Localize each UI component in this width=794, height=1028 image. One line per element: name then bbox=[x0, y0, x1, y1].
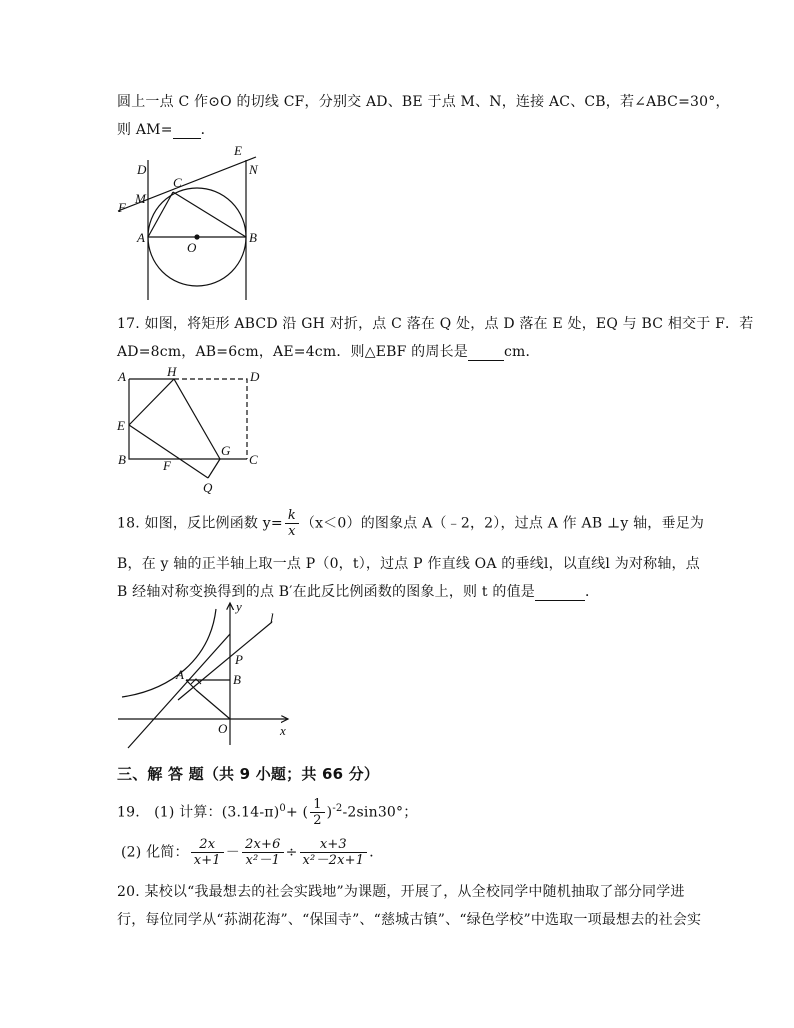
q19-part1-close: ) bbox=[326, 804, 333, 821]
label-C: C bbox=[173, 175, 182, 190]
fraction-2-numerator: 2x+6 bbox=[242, 837, 284, 853]
half-numerator: 1 bbox=[310, 797, 324, 813]
q17-suffix: cm． bbox=[503, 344, 540, 360]
q20-text-line1: 20. 某校以“我最想去的社会实践地”为课题，开展了，从全校同学中随机抽取了部分同学进 bbox=[117, 884, 685, 900]
q19-part1-suffix: -2sin30°； bbox=[342, 804, 418, 821]
q19-part1-mid: + ( bbox=[285, 804, 309, 821]
rect-dashed-edges bbox=[174, 379, 247, 459]
segment-foot-O bbox=[196, 690, 230, 719]
line-l bbox=[178, 622, 272, 700]
label-G: G bbox=[221, 443, 231, 458]
label-F: F bbox=[118, 200, 126, 215]
fraction-1-numerator: 2x bbox=[191, 837, 224, 853]
fraction-2 bbox=[242, 837, 284, 868]
fraction-numerator: k bbox=[285, 508, 299, 524]
label-C: C bbox=[249, 452, 258, 467]
fraction-3-denominator: x²－2x+1 bbox=[302, 853, 365, 868]
center-point-O bbox=[194, 234, 199, 239]
fraction-3 bbox=[300, 837, 368, 868]
label-x: x bbox=[280, 723, 286, 738]
q18-text-line1 bbox=[117, 508, 704, 539]
label-E: E bbox=[117, 418, 125, 433]
q17-rectangle-figure bbox=[110, 362, 270, 497]
fold-GH bbox=[174, 379, 220, 459]
q16-prefix: 则 AM= bbox=[117, 122, 173, 138]
fraction-1 bbox=[191, 837, 224, 868]
segment-CB bbox=[173, 192, 246, 237]
q18-suffix-3: ． bbox=[584, 584, 600, 600]
q19-part1-prefix: 19. (1) 计算：(3.14-π) bbox=[117, 804, 280, 821]
fraction-k-over-x bbox=[285, 508, 299, 539]
fraction-one-half bbox=[310, 797, 324, 828]
q20-text-line2: 行，每位同学从“荪湖花海”、“保国寺”、“慈城古镇”、“绿色学校”中选取一项最想去的社会实 bbox=[117, 912, 702, 928]
q18-prefix: 18. 如图，反比例函数 y= bbox=[117, 515, 283, 532]
segment-AC bbox=[148, 192, 173, 237]
q17-prefix: AD=8cm，AB=6cm，AE=4cm．则△EBF 的周长是 bbox=[117, 344, 468, 360]
label-E: E bbox=[234, 143, 242, 158]
q18-prefix-3: B 经轴对称变换得到的点 B′在此反比例函数的图象上，则 t 的值是 bbox=[117, 584, 535, 600]
answer-blank-q17[interactable] bbox=[468, 344, 504, 361]
q16-circle-figure bbox=[110, 140, 270, 305]
half-denominator: 2 bbox=[313, 813, 322, 828]
fraction-3-numerator: x+3 bbox=[300, 837, 368, 853]
label-D: D bbox=[137, 162, 147, 177]
label-H: H bbox=[167, 364, 177, 379]
label-F: F bbox=[163, 458, 171, 473]
label-O: O bbox=[218, 721, 228, 736]
operator-minus: － bbox=[225, 844, 240, 861]
segment-QG bbox=[208, 459, 220, 478]
fraction-2-denominator: x²－1 bbox=[245, 853, 281, 868]
q17-text-line2 bbox=[117, 341, 540, 361]
exponent-zero: 0 bbox=[279, 802, 286, 814]
q18-text-line2: B，在 y 轴的正半轴上取一点 P（0，t），过点 P 作直线 OA 的垂线l，以直线l 为对称轴，点 bbox=[117, 556, 700, 572]
label-M: M bbox=[135, 191, 146, 206]
segment-HE bbox=[129, 379, 174, 425]
answer-blank-q16[interactable] bbox=[173, 122, 201, 139]
label-Q: Q bbox=[203, 480, 213, 495]
q16-text-line2 bbox=[117, 119, 215, 139]
label-A: A bbox=[176, 667, 184, 682]
label-B: B bbox=[233, 672, 241, 687]
exponent-minus-two: -2 bbox=[332, 802, 343, 814]
label-O: O bbox=[187, 240, 197, 255]
fraction-1-denominator: x+1 bbox=[193, 853, 221, 868]
fraction-denominator: x bbox=[288, 524, 296, 539]
q18-suffix: （x＜0）的图象点 A（﹣2，2），过点 A 作 AB ⊥y 轴，垂足为 bbox=[300, 515, 705, 532]
label-y: y bbox=[236, 599, 242, 614]
label-l: l bbox=[270, 610, 274, 625]
q19-part2-end: ． bbox=[369, 844, 384, 861]
answer-blank-q18[interactable] bbox=[535, 584, 585, 601]
label-P: P bbox=[235, 652, 243, 667]
hyperbola-curve bbox=[122, 609, 216, 697]
label-A: A bbox=[118, 369, 126, 384]
q16-suffix: ． bbox=[200, 122, 215, 138]
q18-coordinate-figure bbox=[110, 598, 295, 748]
label-B: B bbox=[118, 452, 126, 467]
q16-text-line1: 圆上一点 C 作⊙O 的切线 CF，分别交 AD、BE 于点 M、N，连接 AC、CB，若∠ABC=30°， bbox=[117, 94, 730, 110]
q17-text-line1: 17. 如图，将矩形 ABCD 沿 GH 对折，点 C 落在 Q 处，点 D 落在 E 处，EQ 与 BC 相交于 F．若 bbox=[117, 316, 754, 332]
operator-divide: ÷ bbox=[285, 844, 298, 861]
section-heading-answer-questions: 三、解 答 题（共 9 小题；共 66 分） bbox=[117, 765, 380, 783]
q19-part2 bbox=[121, 837, 383, 868]
q19-part1 bbox=[117, 797, 417, 828]
label-B: B bbox=[249, 230, 257, 245]
label-A: A bbox=[137, 230, 145, 245]
label-N: N bbox=[249, 162, 258, 177]
label-D: D bbox=[250, 369, 260, 384]
line-OA bbox=[128, 634, 230, 748]
q19-part2-prefix: (2) 化简： bbox=[121, 844, 189, 861]
